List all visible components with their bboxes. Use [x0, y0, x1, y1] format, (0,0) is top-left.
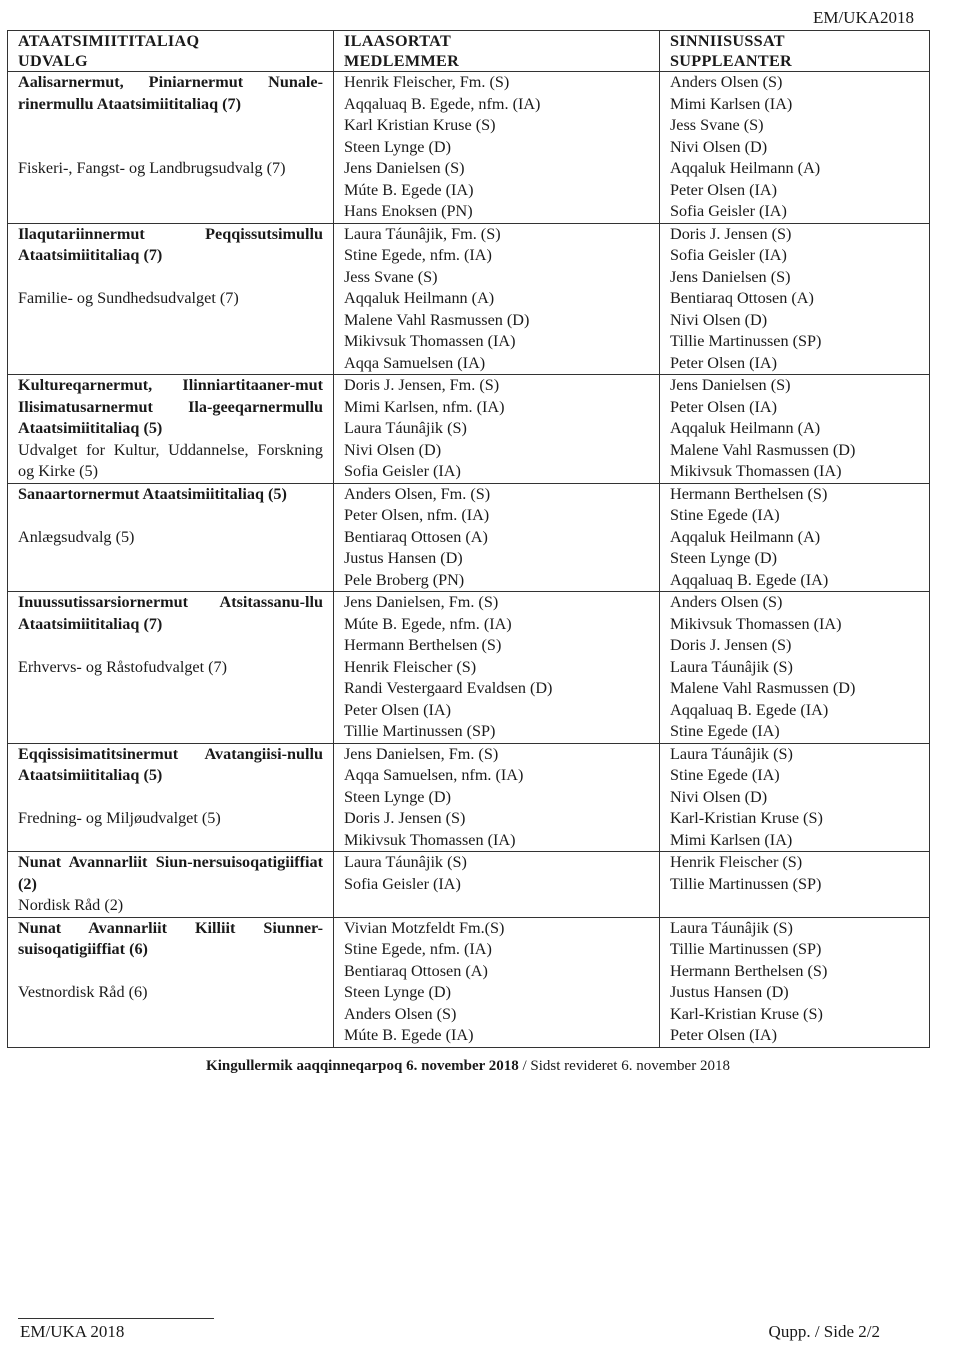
substitute-name: Tillie Martinussen (SP) — [670, 332, 822, 350]
member-name: Malene Vahl Rasmussen (D) — [344, 310, 530, 329]
revision-note — [0, 1058, 936, 1075]
member-name: Stine Egede, nfm. (IA) — [344, 940, 492, 958]
substitute-name: Sofia Geisler (IA) — [670, 202, 787, 220]
committee-cell — [8, 72, 334, 224]
committee-cell — [8, 483, 334, 592]
member-name: Aqqa Samuelsen (IA) — [344, 353, 486, 372]
member-name: Randi Vestergaard Evaldsen (D) — [344, 679, 553, 697]
committee-row — [8, 375, 930, 484]
document-reference: EM/UKA2018 — [812, 8, 914, 27]
member-name: Sofia Geisler (IA) — [344, 462, 461, 480]
substitute-name: Peter Olsen (IA) — [670, 1026, 777, 1044]
revision-note-separator: / — [518, 1058, 531, 1074]
substitute-name: Malene Vahl Rasmussen (D) — [670, 679, 856, 697]
members-cell — [334, 223, 660, 375]
member-name: Pele Broberg (PN) — [344, 570, 465, 589]
committee-row — [8, 72, 930, 224]
member-name: Laura Táunâjik (S) — [344, 419, 467, 437]
substitute-name: Hermann Berthelsen (S) — [670, 961, 828, 980]
member-name: Peter Olsen, nfm. (IA) — [344, 506, 490, 524]
substitutes-cell — [660, 743, 930, 852]
member-name: Múte B. Egede (IA) — [344, 180, 474, 199]
member-name: Justus Hansen (D) — [344, 549, 463, 567]
substitute-name: Karl-Kristian Kruse (S) — [670, 1004, 823, 1023]
committee-name-danish: Erhvervs- og Råstofudvalget (7) — [18, 657, 228, 676]
member-name: Doris J. Jensen (S) — [344, 809, 466, 827]
substitute-name: Nivi Olsen (D) — [670, 310, 768, 329]
committee-cell — [8, 592, 334, 744]
substitute-name: Peter Olsen (IA) — [670, 353, 777, 372]
member-name: Hans Enoksen (PN) — [344, 202, 473, 220]
substitute-name: Malene Vahl Rasmussen (D) — [670, 440, 856, 459]
committee-name-greenlandic: Nunat Avannarliit Killiit Siunner-suisoqatigiiffiat (6) — [18, 918, 323, 958]
member-name: Múte B. Egede (IA) — [344, 1026, 474, 1044]
member-name: Peter Olsen (IA) — [344, 700, 451, 719]
substitute-name: Karl-Kristian Kruse (S) — [670, 809, 823, 827]
substitutes-cell — [660, 592, 930, 744]
substitute-name: Mimi Karlsen (IA) — [670, 94, 793, 113]
member-name: Henrik Fleischer (S) — [344, 657, 477, 676]
substitute-name: Aqqaluk Heilmann (A) — [670, 419, 821, 437]
member-name: Múte B. Egede, nfm. (IA) — [344, 614, 512, 633]
substitute-name: Mimi Karlsen (IA) — [670, 830, 793, 849]
member-name: Mikivsuk Thomassen (IA) — [344, 830, 516, 849]
spacer — [18, 115, 323, 137]
members-cell — [334, 483, 660, 592]
member-name: Karl Kristian Kruse (S) — [344, 116, 496, 134]
substitute-name: Stine Egede (IA) — [670, 722, 780, 740]
member-name: Mimi Karlsen, nfm. (IA) — [344, 397, 505, 416]
member-name: Doris J. Jensen, Fm. (S) — [344, 376, 500, 394]
spacer — [18, 267, 323, 289]
committee-row — [8, 743, 930, 852]
member-name: Aqqaluaq B. Egede, nfm. (IA) — [344, 94, 541, 113]
member-name: Bentiaraq Ottosen (A) — [344, 961, 488, 980]
substitute-name: Aqqaluaq B. Egede (IA) — [670, 570, 829, 589]
substitute-name: Tillie Martinussen (SP) — [670, 874, 822, 893]
member-name: Bentiaraq Ottosen (A) — [344, 527, 488, 546]
committee-row — [8, 852, 930, 918]
member-name: Anders Olsen (S) — [344, 1004, 457, 1023]
substitutes-cell — [660, 223, 930, 375]
member-name: Tillie Martinussen (SP) — [344, 722, 496, 740]
revision-note-da: Sidst revideret 6. november 2018 — [530, 1058, 730, 1074]
substitutes-cell — [660, 72, 930, 224]
substitute-name: Aqqaluaq B. Egede (IA) — [670, 700, 829, 719]
footer-rule — [18, 1318, 214, 1319]
committee-table — [7, 30, 930, 1048]
substitute-name: Doris J. Jensen (S) — [670, 224, 792, 243]
member-name: Steen Lynge (D) — [344, 137, 451, 156]
committee-name-danish: Anlægsudvalg (5) — [18, 527, 135, 546]
substitute-name: Peter Olsen (IA) — [670, 180, 777, 199]
committee-name-danish: Familie- og Sundhedsudvalget (7) — [18, 289, 239, 307]
header-committee: ATAATSIMIITITALIAQ UDVALG — [8, 31, 334, 72]
committee-row — [8, 917, 930, 1047]
substitute-name: Tillie Martinussen (SP) — [670, 940, 822, 958]
committee-row — [8, 592, 930, 744]
page-number: Qupp. / Side 2/2 — [768, 1322, 880, 1341]
substitute-name: Jess Svane (S) — [670, 116, 764, 134]
member-name: Steen Lynge (D) — [344, 983, 451, 1001]
substitutes-cell — [660, 375, 930, 484]
substitute-name: Laura Táunâjik (S) — [670, 657, 793, 676]
substitute-name: Aqqaluk Heilmann (A) — [670, 527, 821, 546]
member-name: Aqqa Samuelsen, nfm. (IA) — [344, 766, 524, 784]
substitute-name: Anders Olsen (S) — [670, 73, 783, 91]
committee-name-greenlandic: Sanaartornermut Ataatsimiititaliaq (5) — [18, 484, 287, 503]
substitutes-cell — [660, 917, 930, 1047]
substitute-name: Laura Táunâjik (S) — [670, 918, 793, 937]
substitute-name: Anders Olsen (S) — [670, 593, 783, 611]
substitute-name: Stine Egede (IA) — [670, 506, 780, 524]
members-cell — [334, 743, 660, 852]
substitute-name: Mikivsuk Thomassen (IA) — [670, 462, 842, 480]
member-name: Stine Egede, nfm. (IA) — [344, 246, 492, 264]
member-name: Jens Danielsen (S) — [344, 159, 465, 177]
committee-rows — [8, 72, 930, 1048]
header-substitutes: SINNIISUSSAT SUPPLEANTER — [660, 31, 930, 72]
committee-cell — [8, 375, 334, 484]
members-cell — [334, 852, 660, 918]
member-name: Sofia Geisler (IA) — [344, 874, 461, 893]
member-name: Laura Táunâjik (S) — [344, 853, 467, 871]
committee-row — [8, 223, 930, 375]
substitute-name: Henrik Fleischer (S) — [670, 853, 803, 871]
committee-row — [8, 483, 930, 592]
substitutes-cell — [660, 483, 930, 592]
substitute-name: Peter Olsen (IA) — [670, 397, 777, 416]
substitute-name: Hermann Berthelsen (S) — [670, 484, 828, 503]
committee-name-greenlandic: Ilaqutariinnermut Peqqissutsimullu Ataatsimiititaliaq (7) — [18, 224, 323, 264]
members-cell — [334, 917, 660, 1047]
substitute-name: Stine Egede (IA) — [670, 766, 780, 784]
committee-name-danish: Nordisk Råd (2) — [18, 896, 124, 914]
members-cell — [334, 592, 660, 744]
header-members: ILAASORTAT MEDLEMMER — [334, 31, 660, 72]
member-name: Jess Svane (S) — [344, 267, 438, 286]
committee-name-greenlandic: Inuussutissarsiornermut Atsitassanu-llu Ataatsimiititaliaq (7) — [18, 593, 323, 633]
members-cell — [334, 72, 660, 224]
committee-cell — [8, 223, 334, 375]
substitute-name: Laura Táunâjik (S) — [670, 744, 793, 763]
committee-name-greenlandic: Aalisarnermut, Piniarnermut Nunale-rinermullu Ataatsimiititaliaq (7) — [18, 73, 323, 113]
member-name: Henrik Fleischer, Fm. (S) — [344, 73, 510, 91]
substitute-name: Doris J. Jensen (S) — [670, 636, 792, 654]
member-name: Aqqaluk Heilmann (A) — [344, 289, 495, 307]
member-name: Anders Olsen, Fm. (S) — [344, 484, 491, 503]
substitutes-cell — [660, 852, 930, 918]
substitute-name: Nivi Olsen (D) — [670, 787, 768, 806]
member-name: Steen Lynge (D) — [344, 787, 451, 806]
spacer — [18, 635, 323, 657]
committee-cell — [8, 743, 334, 852]
spacer — [18, 787, 323, 809]
header-row — [8, 31, 930, 72]
committee-name-danish: Fredning- og Miljøudvalget (5) — [18, 809, 221, 827]
spacer — [18, 961, 323, 983]
substitute-name: Aqqaluk Heilmann (A) — [670, 159, 821, 177]
member-name: Jens Danielsen, Fm. (S) — [344, 744, 499, 763]
spacer — [18, 505, 323, 527]
committee-cell — [8, 917, 334, 1047]
committee-name-greenlandic: Nunat Avannarliit Siun-nersuisoqatigiiffiat (2) — [18, 853, 323, 893]
committee-name-danish: Vestnordisk Råd (6) — [18, 983, 148, 1001]
substitute-name: Sofia Geisler (IA) — [670, 246, 787, 264]
committee-name-danish: Fiskeri-, Fangst- og Landbrugsudvalg (7) — [18, 159, 286, 177]
substitute-name: Nivi Olsen (D) — [670, 137, 768, 156]
members-cell — [334, 375, 660, 484]
substitute-name: Jens Danielsen (S) — [670, 376, 791, 394]
member-name: Vivian Motzfeldt Fm.(S) — [344, 918, 505, 937]
revision-note-kl: Kingullermik aaqqinneqarpoq 6. november 2018 — [206, 1058, 519, 1074]
committee-name-danish: Udvalget for Kultur, Uddannelse, Forskning og Kirke (5) — [18, 440, 323, 480]
substitute-name: Steen Lynge (D) — [670, 549, 777, 567]
substitute-name: Bentiaraq Ottosen (A) — [670, 289, 814, 307]
footer-reference: EM/UKA 2018 — [20, 1322, 125, 1341]
committee-name-greenlandic: Kultureqarnermut, Ilinniartitaaner-mut Ilisimatusarnermut Ila-geeqarnermullu Ataatsimiititaliaq (5) — [18, 376, 323, 437]
member-name: Jens Danielsen, Fm. (S) — [344, 593, 499, 611]
substitute-name: Jens Danielsen (S) — [670, 267, 791, 286]
member-name: Nivi Olsen (D) — [344, 440, 442, 459]
committee-cell — [8, 852, 334, 918]
spacer — [18, 137, 323, 159]
substitute-name: Mikivsuk Thomassen (IA) — [670, 614, 842, 633]
member-name: Mikivsuk Thomassen (IA) — [344, 332, 516, 350]
member-name: Laura Táunâjik, Fm. (S) — [344, 224, 501, 243]
member-name: Hermann Berthelsen (S) — [344, 636, 502, 654]
substitute-name: Justus Hansen (D) — [670, 983, 789, 1001]
committee-name-greenlandic: Eqqissisimatitsinermut Avatangiisi-nullu Ataatsimiititaliaq (5) — [18, 744, 323, 784]
